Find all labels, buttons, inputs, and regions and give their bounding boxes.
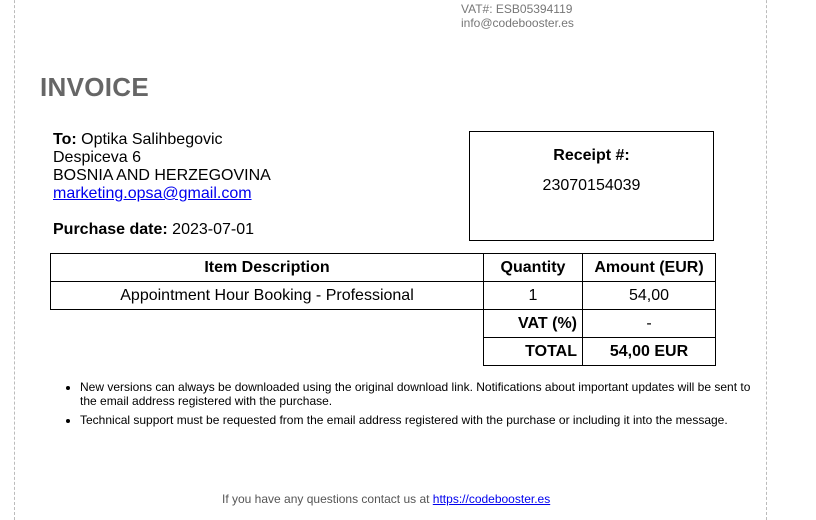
- receipt-box: [469, 131, 714, 241]
- receipt-label: Receipt #:: [553, 147, 630, 164]
- recipient-name: Optika Salihbegovic: [81, 131, 223, 148]
- recipient-email-link[interactable]: marketing.opsa@gmail.com: [53, 185, 252, 202]
- purchase-date-value: 2023-07-01: [172, 221, 255, 238]
- footer-text: If you have any questions contact us at: [222, 492, 433, 506]
- purchase-date: [53, 221, 254, 239]
- footer: [222, 492, 550, 506]
- to-label: To:: [53, 131, 77, 148]
- total-row: [51, 338, 716, 366]
- recipient-country: BOSNIA AND HERZEGOVINA: [53, 167, 271, 184]
- vat-label: VAT (%): [484, 310, 583, 338]
- blank-cell: [51, 310, 484, 338]
- table-row: [51, 282, 716, 310]
- header-quantity: Quantity: [484, 254, 583, 282]
- total-value: 54,00 EUR: [583, 338, 716, 366]
- receipt-number: 23070154039: [542, 177, 641, 194]
- invoice-title: INVOICE: [40, 72, 150, 102]
- recipient-block: [53, 131, 271, 203]
- table-header-row: [51, 254, 716, 282]
- vat-value: -: [583, 310, 716, 338]
- blank-cell: [51, 338, 484, 366]
- notes-list: [64, 380, 760, 432]
- list-item: • New versions can always be downloaded using the original download link. Notifications about important updates will be sent to the email address registered with the purchase.: [80, 380, 760, 408]
- recipient-street: Despiceva 6: [53, 149, 142, 166]
- header-amount: Amount (EUR): [583, 254, 716, 282]
- footer-link[interactable]: https://codebooster.es: [432, 492, 551, 506]
- purchase-date-label: Purchase date:: [53, 221, 168, 238]
- vat-row: [51, 310, 716, 338]
- header-item-description: Item Description: [51, 254, 484, 282]
- item-quantity: 1: [484, 282, 583, 310]
- items-table: [50, 253, 716, 366]
- list-item: • Technical support must be requested from the email address registered with the purchase or including it into the message.: [80, 413, 760, 427]
- company-email: info@codebooster.es: [461, 16, 574, 30]
- vat-number: VAT#: ESB05394119: [461, 2, 573, 16]
- item-amount: 54,00: [583, 282, 716, 310]
- total-label: TOTAL: [484, 338, 583, 366]
- company-info: [461, 2, 574, 30]
- item-description: Appointment Hour Booking - Professional: [51, 282, 484, 310]
